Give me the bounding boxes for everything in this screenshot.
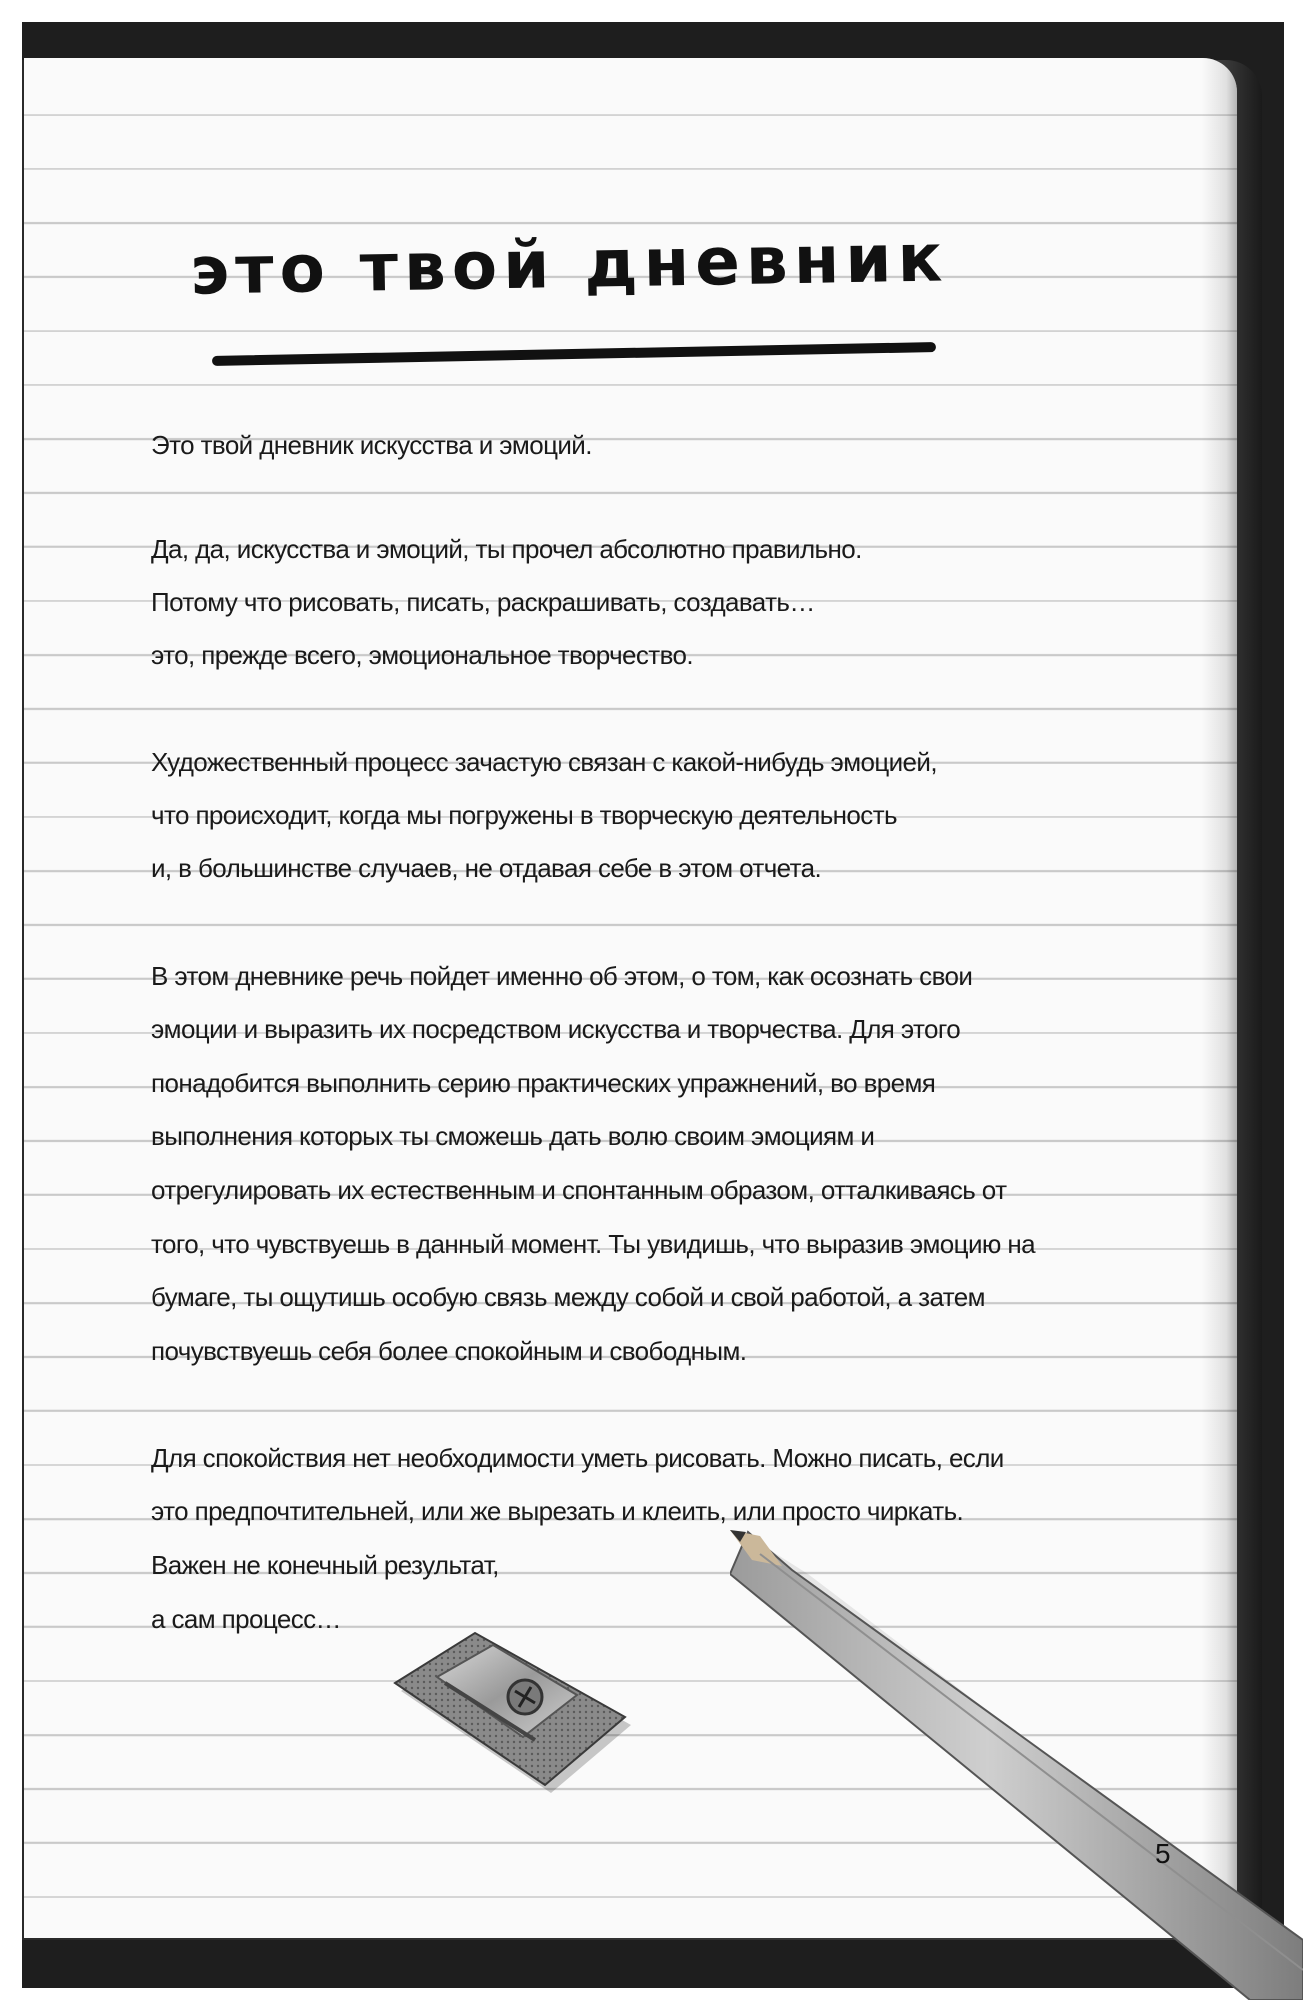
text-line: эмоции и выразить их посредством искусства и творчества. Для этого	[151, 1014, 961, 1044]
text-line: понадобится выполнить серию практических упражнений, во время	[151, 1068, 936, 1098]
text-line: Художественный процесс зачастую связан с какой-нибудь эмоцией,	[151, 747, 937, 777]
text-line: Да, да, искусства и эмоций, ты прочел абсолютно правильно.	[151, 534, 862, 564]
text-line: а сам процесс…	[151, 1604, 341, 1634]
text-line: отрегулировать их естественным и спонтанным образом, отталкиваясь от	[151, 1175, 1007, 1205]
text-line: бумаге, ты ощутишь особую связь между собой и свой работой, а затем	[151, 1282, 985, 1312]
text-line: это предпочтительней, или же вырезать и клеить, или просто чиркать.	[151, 1496, 964, 1526]
text-line: почувствуешь себя более спокойным и свободным.	[151, 1336, 747, 1366]
text-line: Важен не конечный результат,	[151, 1550, 499, 1580]
text-line: Для спокойствия нет необходимости уметь рисовать. Можно писать, если	[151, 1443, 1004, 1473]
page-title: это твой дневник	[189, 219, 949, 310]
text-line: Потому что рисовать, писать, раскрашивать, создавать…	[151, 587, 815, 617]
text-line: что происходит, когда мы погружены в творческую деятельность	[151, 800, 897, 830]
pencil-icon	[730, 1530, 1303, 2000]
text-line: выполнения которых ты сможешь дать волю своим эмоциям и	[151, 1121, 875, 1151]
text-line: В этом дневнике речь пойдет именно об этом, о том, как осознать свои	[151, 961, 973, 991]
text-line: того, что чувствуешь в данный момент. Ты увидишь, что выразив эмоцию на	[151, 1229, 1036, 1259]
text-line: Это твой дневник искусства и эмоций.	[151, 430, 592, 460]
text-line: это, прежде всего, эмоциональное творчество.	[151, 640, 693, 670]
page-number: 5	[1155, 1838, 1171, 1869]
text-line: и, в большинстве случаев, не отдавая себе в этом отчета.	[151, 853, 822, 883]
pencil-sharpener-icon	[385, 1625, 635, 1795]
